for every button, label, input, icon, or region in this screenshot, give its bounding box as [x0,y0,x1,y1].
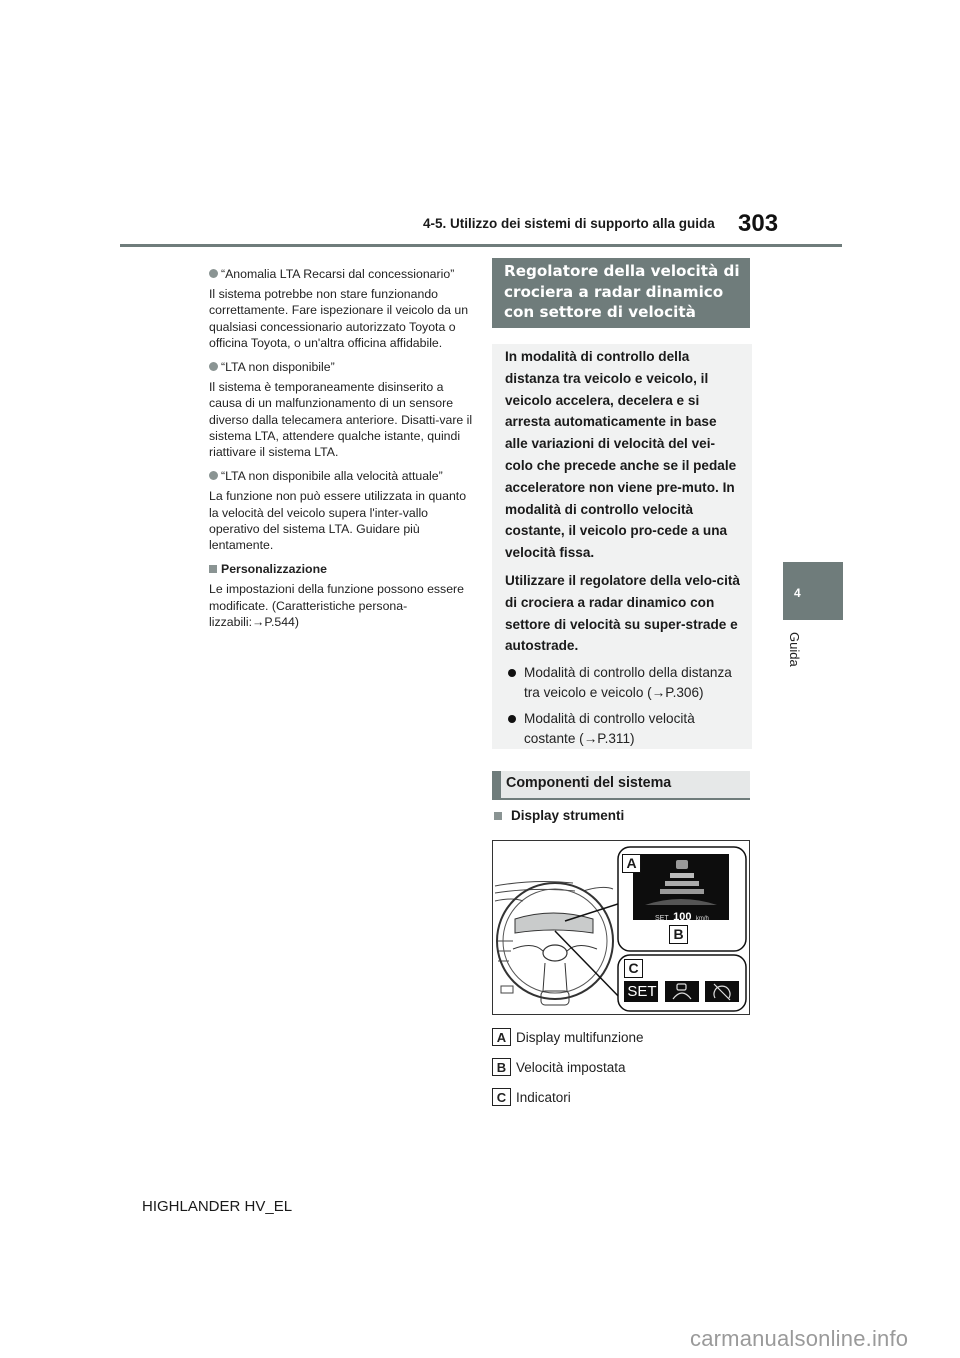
display-subheading-label: Display strumenti [511,808,625,823]
cruise-off-indicator-icon [705,981,739,1002]
message-body: Il sistema potrebbe non stare funzionando correttamente. Fare ispezionare il veicolo da un qualsiasi concessionario autorizzato Toyota o officina Toyota, o un'altra officina affidabile. [209,287,469,350]
diagram-legend [492,1022,644,1112]
mode-bullet [505,663,742,703]
bullet-icon [508,715,516,723]
chapter-number: 4 [794,586,801,600]
message-body: La funzione non può essere utilizzata in quanto la velocità del veicolo supera l'inter-vallo operativo del sistema LTA. Guidare più lentamente. [209,489,467,553]
bullet-icon [209,362,218,371]
message-body: Il sistema è temporaneamente disinserito a causa di un malfunzionamento di un sensore diverso dalla telecamera anteriore. Disatti-vare il sistema LTA, attendere qualche istante, quindi riattivare il sistema LTA. [209,380,473,460]
set-prefix: SET [655,915,669,922]
intro-paragraph: Utilizzare il regolatore della velo-cità di crociera a radar dinamico con settore di velocità su super-strade e autostrade. [505,572,740,654]
message-item [209,359,474,460]
legend-item [492,1022,644,1052]
bullet-icon [508,669,516,677]
message-item [209,266,474,351]
legend-item [492,1082,644,1112]
bullet-icon [209,269,218,278]
customization-body: Le impostazioni della funzione possono essere modificate. (Caratteristiche persona-lizzabili:→P.544) [209,582,464,629]
header-divider [120,244,842,247]
customization-section [209,561,474,630]
legend-item [492,1052,644,1082]
legend-key-b: B [492,1058,511,1076]
watermark[interactable]: carmanualsonline.info [690,1326,909,1351]
intro-panel [492,344,752,749]
set-speed-readout [655,907,709,925]
radar-cruise-indicator-icon [665,981,699,1002]
left-column [209,266,474,638]
chapter-label: Guida [787,632,802,667]
square-bullet-icon [494,812,502,820]
display-subheading [494,808,624,823]
callout-b-label: B [669,925,688,944]
set-indicator-icon: SET [627,983,657,1000]
message-title: “LTA non disponibile alla velocità attuale” [221,469,443,484]
mode-bullet [505,709,742,749]
set-speed-value: 100 [673,911,692,923]
legend-key-c: C [492,1088,511,1106]
bullet-icon [209,471,218,480]
intro-paragraph: In modalità di controllo della distanza tra veicolo e veicolo, il veicolo accelera, decelera e si arresta automaticamente in base alle variazioni di velocità del vei-colo che precede anche se il pedale acceleratore non viene pre-muto. In modalità di controllo velocità costante, il veicolo pro-cede a una velocità fissa. [505,349,737,561]
set-speed-unit: km/h [695,916,709,922]
message-title: “LTA non disponibile” [221,360,335,375]
callout-c-label: C [624,959,643,978]
feature-title: Regolatore della velocità di crociera a radar dinamico con settore di velocità [492,258,750,328]
square-bullet-icon [209,565,217,573]
mode-link-text[interactable]: Modalità di controllo della distanza tra veicolo e veicolo (→P.306) [524,665,732,701]
legend-label: Indicatori [516,1089,571,1105]
legend-key-a: A [492,1028,511,1046]
section-title: 4-5. Utilizzo dei sistemi di supporto alla guida [423,216,715,231]
components-heading: Componenti del sistema [492,771,750,800]
callout-a-label: A [622,854,641,873]
page-number: 303 [738,210,779,237]
message-item [209,468,474,553]
legend-label: Velocità impostata [516,1059,626,1075]
mode-link-text[interactable]: Modalità di controllo velocità costante (→P.311) [524,711,695,747]
customization-heading: Personalizzazione [221,562,327,577]
model-footer: HIGHLANDER HV_EL [142,1198,293,1215]
instrument-display-diagram [492,840,750,1015]
chapter-tab [783,562,843,620]
legend-label: Display multifunzione [516,1029,644,1045]
message-title: “Anomalia LTA Recarsi dal concessionario” [221,267,455,281]
